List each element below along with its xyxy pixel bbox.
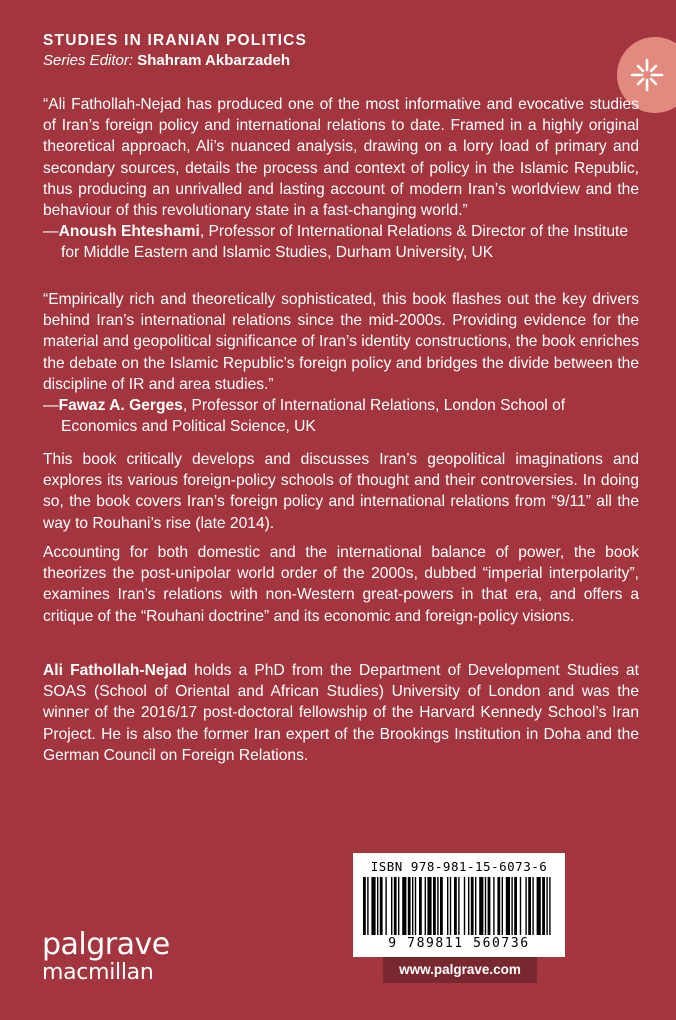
quote-1-text: “Ali Fathollah-Nejad has produced one of the most informative and evocative studies of Iran’s foreign policy and international relations to date. Framed in a highly original theoretical approach, Ali’s nuanced analysis, drawing on a lorry load of primary and secondary sources, details the process and context of policy in the Islamic Republic, thus producing an unrivalled and lasting account of modern Iran’s worldview and the behaviour of this revolutionary state in a fast-changing world.” [43,96,639,220]
endorsement-quote-1 [43,94,639,264]
quote-1-dash: — [43,223,59,241]
publisher-logo-line-1: palgrave [42,927,170,962]
barcode-bar [437,877,438,935]
barcode-bar [475,877,476,935]
barcode-bar [415,877,416,935]
author-bio-body: holds a PhD from the Department of Development Studies at SOAS (School of Oriental and African Studies) University of London and was the winner of the 2016/17 post-doctoral fellowship of the Harvard Kennedy School’s Iran Project. He is also the former Iran expert of the Brookings Institution in Doha and the German Council on Foreign Relations. [43,662,639,764]
palgrave-star-icon [627,55,667,95]
description-paragraph-1 [43,449,639,534]
barcode-bar [427,877,431,935]
barcode-bar [471,877,474,935]
series-editor [43,52,290,69]
barcode-bar [493,877,494,935]
series-title: STUDIES IN IRANIAN POLITICS [43,32,308,49]
barcode-bar [542,877,545,935]
barcode-bar [549,877,550,935]
series-editor-name: Shahram Akbarzadeh [137,52,291,69]
isbn-label: ISBN 978-981-15-6073-6 [370,859,548,874]
barcode-bar [497,877,500,935]
barcode-bar [514,877,517,935]
quote-1-attribution [43,221,639,263]
author-bio-text [43,660,639,766]
author-bio-name: Ali Fathollah-Nejad [43,662,188,679]
quote-2-affiliation: , Professor of International Relations, London School of Economics and Political Science, UK [61,397,566,436]
quote-2-attribution [43,395,639,437]
barcode-bar [546,877,547,935]
barcode-bars [363,877,555,935]
barcode-bar [464,877,465,935]
barcode-bar [450,877,451,935]
barcode-bar [506,877,510,935]
quote-2-text: “Empirically rich and theoretically sophisticated, this book flashes out the key drivers behind Iran’s international relations since the mid-2000s. Providing evidence for the material and geopolitical significance of Iran’s identity constructions, the book enriches the debate on the Islamic Republic’s foreign policy and bridges the divide between the discipline of IR and area studies.” [43,291,639,393]
barcode-bar [394,877,397,935]
barcode-bar [511,877,512,935]
author-bio [43,660,639,766]
barcode-bar [380,877,383,935]
barcode-bar [532,877,533,935]
publisher-website[interactable]: www.palgrave.com [383,957,537,983]
barcode-bar [433,877,436,935]
barcode-bar [537,877,541,935]
series-editor-role: Series Editor: [43,52,134,69]
barcode-bar [485,877,486,935]
barcode-bar [525,877,526,935]
description-2-text: Accounting for both domestic and the international balance of power, the book theorizes the post-unipolar world order of the 2000s, dubbed “imperial interpolarity”, examines Iran’s relations with non-Western great-powers in that era, and offers a critique of the “Rouhani doctrine” and its economic and foreign-policy visions. [43,544,639,625]
barcode-bar [367,877,368,935]
quote-1-affiliation: , Professor of International Relations & Director of the Institute for Middle Eastern and Islamic Studies, Durham University, UK [61,223,629,262]
quote-2-dash: — [43,397,59,415]
description-paragraph-2 [43,542,639,627]
barcode-bar [377,877,378,935]
barcode-bar [440,877,443,935]
barcode-bar [408,877,411,935]
endorsement-quote-2 [43,289,639,437]
publisher-logo-line-2: macmillan [42,960,154,985]
barcode-bar [371,877,375,935]
barcode-bar [447,877,448,935]
barcode-bar [528,877,531,935]
barcode-bar [398,877,399,935]
barcode-bar [391,877,392,935]
barcode-bar [385,877,386,935]
barcode-bar [458,877,459,935]
barcode-bar [488,877,491,935]
barcode-bar [454,877,457,935]
barcode-bar [412,877,413,935]
publisher-logo [42,927,170,986]
description-1-text: This book critically develops and discusses Iran’s geopolitical imaginations and explores its various foreign-policy schools of thought and their controversies. In doing so, the book covers Iran’s foreign policy and international relations from “9/11” all the way to Rouhani’s rise (late 2014). [43,451,639,532]
barcode-bar [425,877,426,935]
barcode-bar [363,877,366,935]
barcode-bar [502,877,503,935]
barcode-bar [402,877,406,935]
barcode-digits: 9 789811 560736 [388,936,530,951]
barcode-bar [520,877,521,935]
quote-1-author: Anoush Ehteshami [58,223,200,241]
barcode-bar [468,877,469,935]
barcode-bar [479,877,483,935]
barcode-bar [419,877,422,935]
quote-2-author: Fawaz A. Gerges [58,397,183,415]
isbn-barcode [353,853,565,957]
